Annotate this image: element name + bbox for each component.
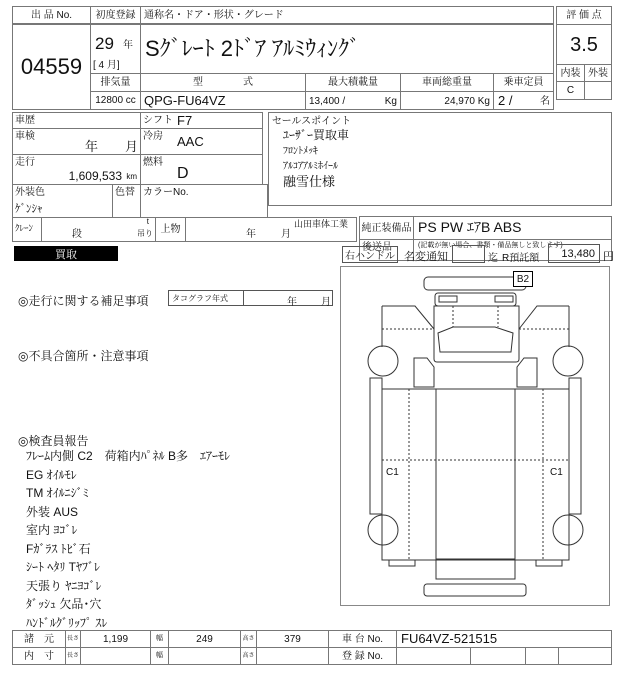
headlight-right — [495, 296, 513, 302]
cab — [434, 306, 519, 362]
driving-notes-label: ◎走行に関する補足事項 — [18, 294, 149, 308]
ac-cell — [140, 128, 263, 155]
inspector-report — [26, 447, 230, 632]
name-change-label: 名変通知 — [404, 251, 448, 263]
rating-label: 評 価 点 — [556, 6, 612, 25]
crane-ton: t — [146, 217, 149, 226]
door-lines — [382, 306, 569, 329]
mileage-cell — [12, 154, 141, 185]
reg-no-cell — [396, 647, 471, 665]
max-load: 13,400 / — [309, 96, 346, 107]
mileage-unit: km — [126, 172, 137, 181]
front-bumper — [424, 277, 526, 290]
wheel-rear-left — [368, 515, 398, 545]
crane-cell — [41, 217, 156, 242]
lot-no: 04559 — [12, 24, 91, 110]
fuel-label: 燃料 — [143, 157, 163, 168]
tacho-box — [168, 290, 333, 306]
name-change-field — [452, 245, 485, 263]
crane-label: ｸﾚｰﾝ — [12, 217, 42, 242]
sales-point-item: ｱﾙｺｱｱﾙﾐﾎｲｰﾙ — [283, 161, 338, 172]
color: ｹﾞﾝｼｬ — [15, 203, 43, 215]
first-reg-label: 初度登録 — [90, 6, 141, 24]
gross-weight: 24,970 Kg — [400, 91, 494, 110]
sales-points — [268, 112, 612, 206]
history-label: 車歴 — [12, 112, 141, 129]
lot-no-label: 出 品 No. — [12, 6, 91, 24]
reg-no-cell — [525, 647, 559, 665]
reg-month: [ 4 月] — [93, 60, 120, 71]
body-cell — [185, 217, 357, 242]
color-cell — [12, 184, 113, 218]
max-load-unit: Kg — [384, 96, 397, 107]
yen-label: 円 — [603, 251, 614, 263]
body-label: 上物 — [155, 217, 186, 242]
inner-width — [168, 647, 241, 665]
tacho-year: 年 — [287, 297, 297, 308]
inner-length-label: 長さ — [65, 647, 81, 665]
windshield — [438, 327, 513, 352]
report-line: ｼｰﾄ ﾍﾀﾘ Tﾔﾌﾞﾚ — [26, 560, 100, 574]
exterior-label: 外装 — [584, 64, 612, 82]
report-line: Fｶﾞﾗｽ ﾄﾋﾞ石 — [26, 541, 91, 556]
displacement: 12800 cc — [90, 91, 141, 110]
model: QPG-FU64VZ — [140, 91, 306, 110]
height-label: 高さ — [240, 630, 257, 648]
equipment-label: 純正装備品 — [359, 216, 414, 240]
wheel-front-left — [368, 346, 398, 376]
report-line: ﾀﾞｯｼｭ 欠品･穴 — [26, 597, 102, 611]
reg-year-unit: 年 — [123, 40, 133, 51]
later-note: (記載が無い場合、書類・備品無しと致します) — [413, 239, 612, 261]
inner-label: 内 寸 — [12, 647, 66, 665]
ac: AAC — [177, 134, 204, 149]
reg-year: 29 — [95, 34, 114, 53]
capacity: 2 / — [498, 93, 513, 108]
chassis-no: FU64VZ-521515 — [396, 630, 612, 648]
interior-label: 内装 — [556, 64, 585, 82]
damage-mark-b2: B2 — [513, 271, 533, 287]
ac-label: 冷房 — [143, 131, 163, 142]
color-change-label: 色替 — [112, 184, 141, 218]
defects-label: ◎不具合箇所・注意事項 — [18, 349, 149, 363]
sales-point-item: ﾕｰｻﾞｰ買取車 — [283, 128, 350, 142]
headlight-left — [439, 296, 457, 302]
gross-weight-label: 車両総重量 — [400, 73, 494, 92]
mileage: 1,609,533 — [68, 169, 122, 183]
interior-grade: C — [556, 81, 585, 100]
shift-cell — [140, 112, 263, 129]
purchase-badge: 買取 — [14, 246, 118, 261]
color-no-label: カラーNo. — [140, 184, 268, 218]
width: 249 — [168, 630, 241, 648]
fuel: D — [177, 165, 189, 182]
rating-score: 3.5 — [556, 24, 612, 65]
handle-badge: 右ハンドル — [342, 246, 398, 263]
sales-point-item: ﾌﾛﾝﾄﾒｯｷ — [283, 146, 318, 157]
first-reg-cell — [90, 24, 141, 74]
reg-no-cell — [558, 647, 612, 665]
report-line: EG ｵｲﾙﾓﾚ — [26, 467, 77, 482]
wheel-rear-right — [553, 515, 583, 545]
cargo-floor — [436, 389, 515, 579]
report-line: ﾌﾚｰﾑ内側 C2 荷箱内ﾊﾟﾈﾙ B多 ｴｱｰﾓﾚ — [26, 449, 231, 463]
vehicle-name: Sｸﾞﾚｰﾄ 2ﾄﾞｱ ｱﾙﾐｳｨﾝｸﾞ — [140, 24, 554, 74]
max-load-label: 最大積載量 — [305, 73, 401, 92]
body-year: 年 — [246, 229, 256, 240]
shift-label: シフト — [143, 115, 173, 126]
inner-height-label: 高さ — [240, 647, 257, 665]
model-label: 型 式 — [140, 73, 306, 92]
inner-height — [256, 647, 329, 665]
grille — [435, 293, 516, 306]
crane-lift: 吊り — [137, 229, 153, 238]
dims-label: 諸 元 — [12, 630, 66, 648]
side-rail-right — [569, 378, 581, 514]
report-line: TM ｵｲﾙﾆｼﾞﾐ — [26, 486, 89, 500]
rear-bumper — [424, 584, 526, 596]
equipment: PS PW ｴｱB ABS — [413, 216, 612, 240]
length: 1,199 — [80, 630, 151, 648]
sales-point-item: 融雪仕様 — [283, 174, 336, 189]
displacement-label: 排気量 — [90, 73, 141, 92]
damage-mark-c1-left: C1 — [386, 467, 399, 478]
truck-diagram — [340, 266, 610, 606]
until-label: 迄 — [488, 253, 498, 264]
later-label: 後送品 — [359, 239, 414, 261]
inspection-month: 月 — [125, 139, 139, 154]
crane-stage: 段 — [72, 229, 82, 240]
recycle-fee: 13,480 — [548, 244, 600, 263]
capacity-label: 乗車定員 — [493, 73, 554, 92]
tacho-month: 月 — [321, 297, 331, 308]
report-line: 室内 ﾖｺﾞﾚ — [26, 523, 78, 537]
shift: F7 — [177, 113, 193, 128]
width-label: 幅 — [150, 630, 169, 648]
wheel-front-right — [553, 346, 583, 376]
damage-mark-c1-right: C1 — [550, 467, 563, 478]
chassis-label: 車 台 No. — [328, 630, 397, 648]
report-line: 外装 AUS — [26, 504, 79, 519]
capacity-unit: 名 — [540, 96, 550, 107]
fuel-cell — [140, 154, 263, 185]
cargo-body — [382, 389, 569, 560]
reg-no-cell — [470, 647, 526, 665]
truck-outline — [341, 267, 609, 605]
inspector-label: ◎検査員報告 — [18, 434, 89, 448]
sales-points-label: セールスポイント — [272, 116, 352, 127]
length-label: 長さ — [65, 630, 81, 648]
recycle-label: R預託額 — [502, 253, 540, 264]
mileage-label: 走行 — [15, 157, 35, 168]
inner-length — [80, 647, 151, 665]
capacity-cell — [493, 91, 554, 110]
inspection-cell — [12, 128, 141, 155]
inspection-label: 車検 — [15, 131, 35, 142]
name-label: 通称名・ドア・形状・グレード — [140, 6, 554, 24]
height: 379 — [256, 630, 329, 648]
report-line: 天張り ﾔﾆﾖｺﾞﾚ — [26, 578, 102, 593]
color-label: 外装色 — [15, 187, 45, 198]
reg-no-label: 登 録 No. — [328, 647, 397, 665]
inspection-year: 年 — [85, 139, 99, 154]
body-maker: 山田車体工業 — [294, 219, 349, 229]
side-rail-left — [370, 378, 382, 514]
max-load-cell — [305, 91, 401, 110]
report-line: ﾊﾝﾄﾞﾙｸﾞﾘｯﾌﾟ ｽﾚ — [26, 615, 108, 630]
body-month: 月 — [281, 229, 291, 240]
exterior-grade — [584, 81, 612, 100]
tacho-label: タコグラフ年式 — [169, 291, 244, 305]
inner-width-label: 幅 — [150, 647, 169, 665]
